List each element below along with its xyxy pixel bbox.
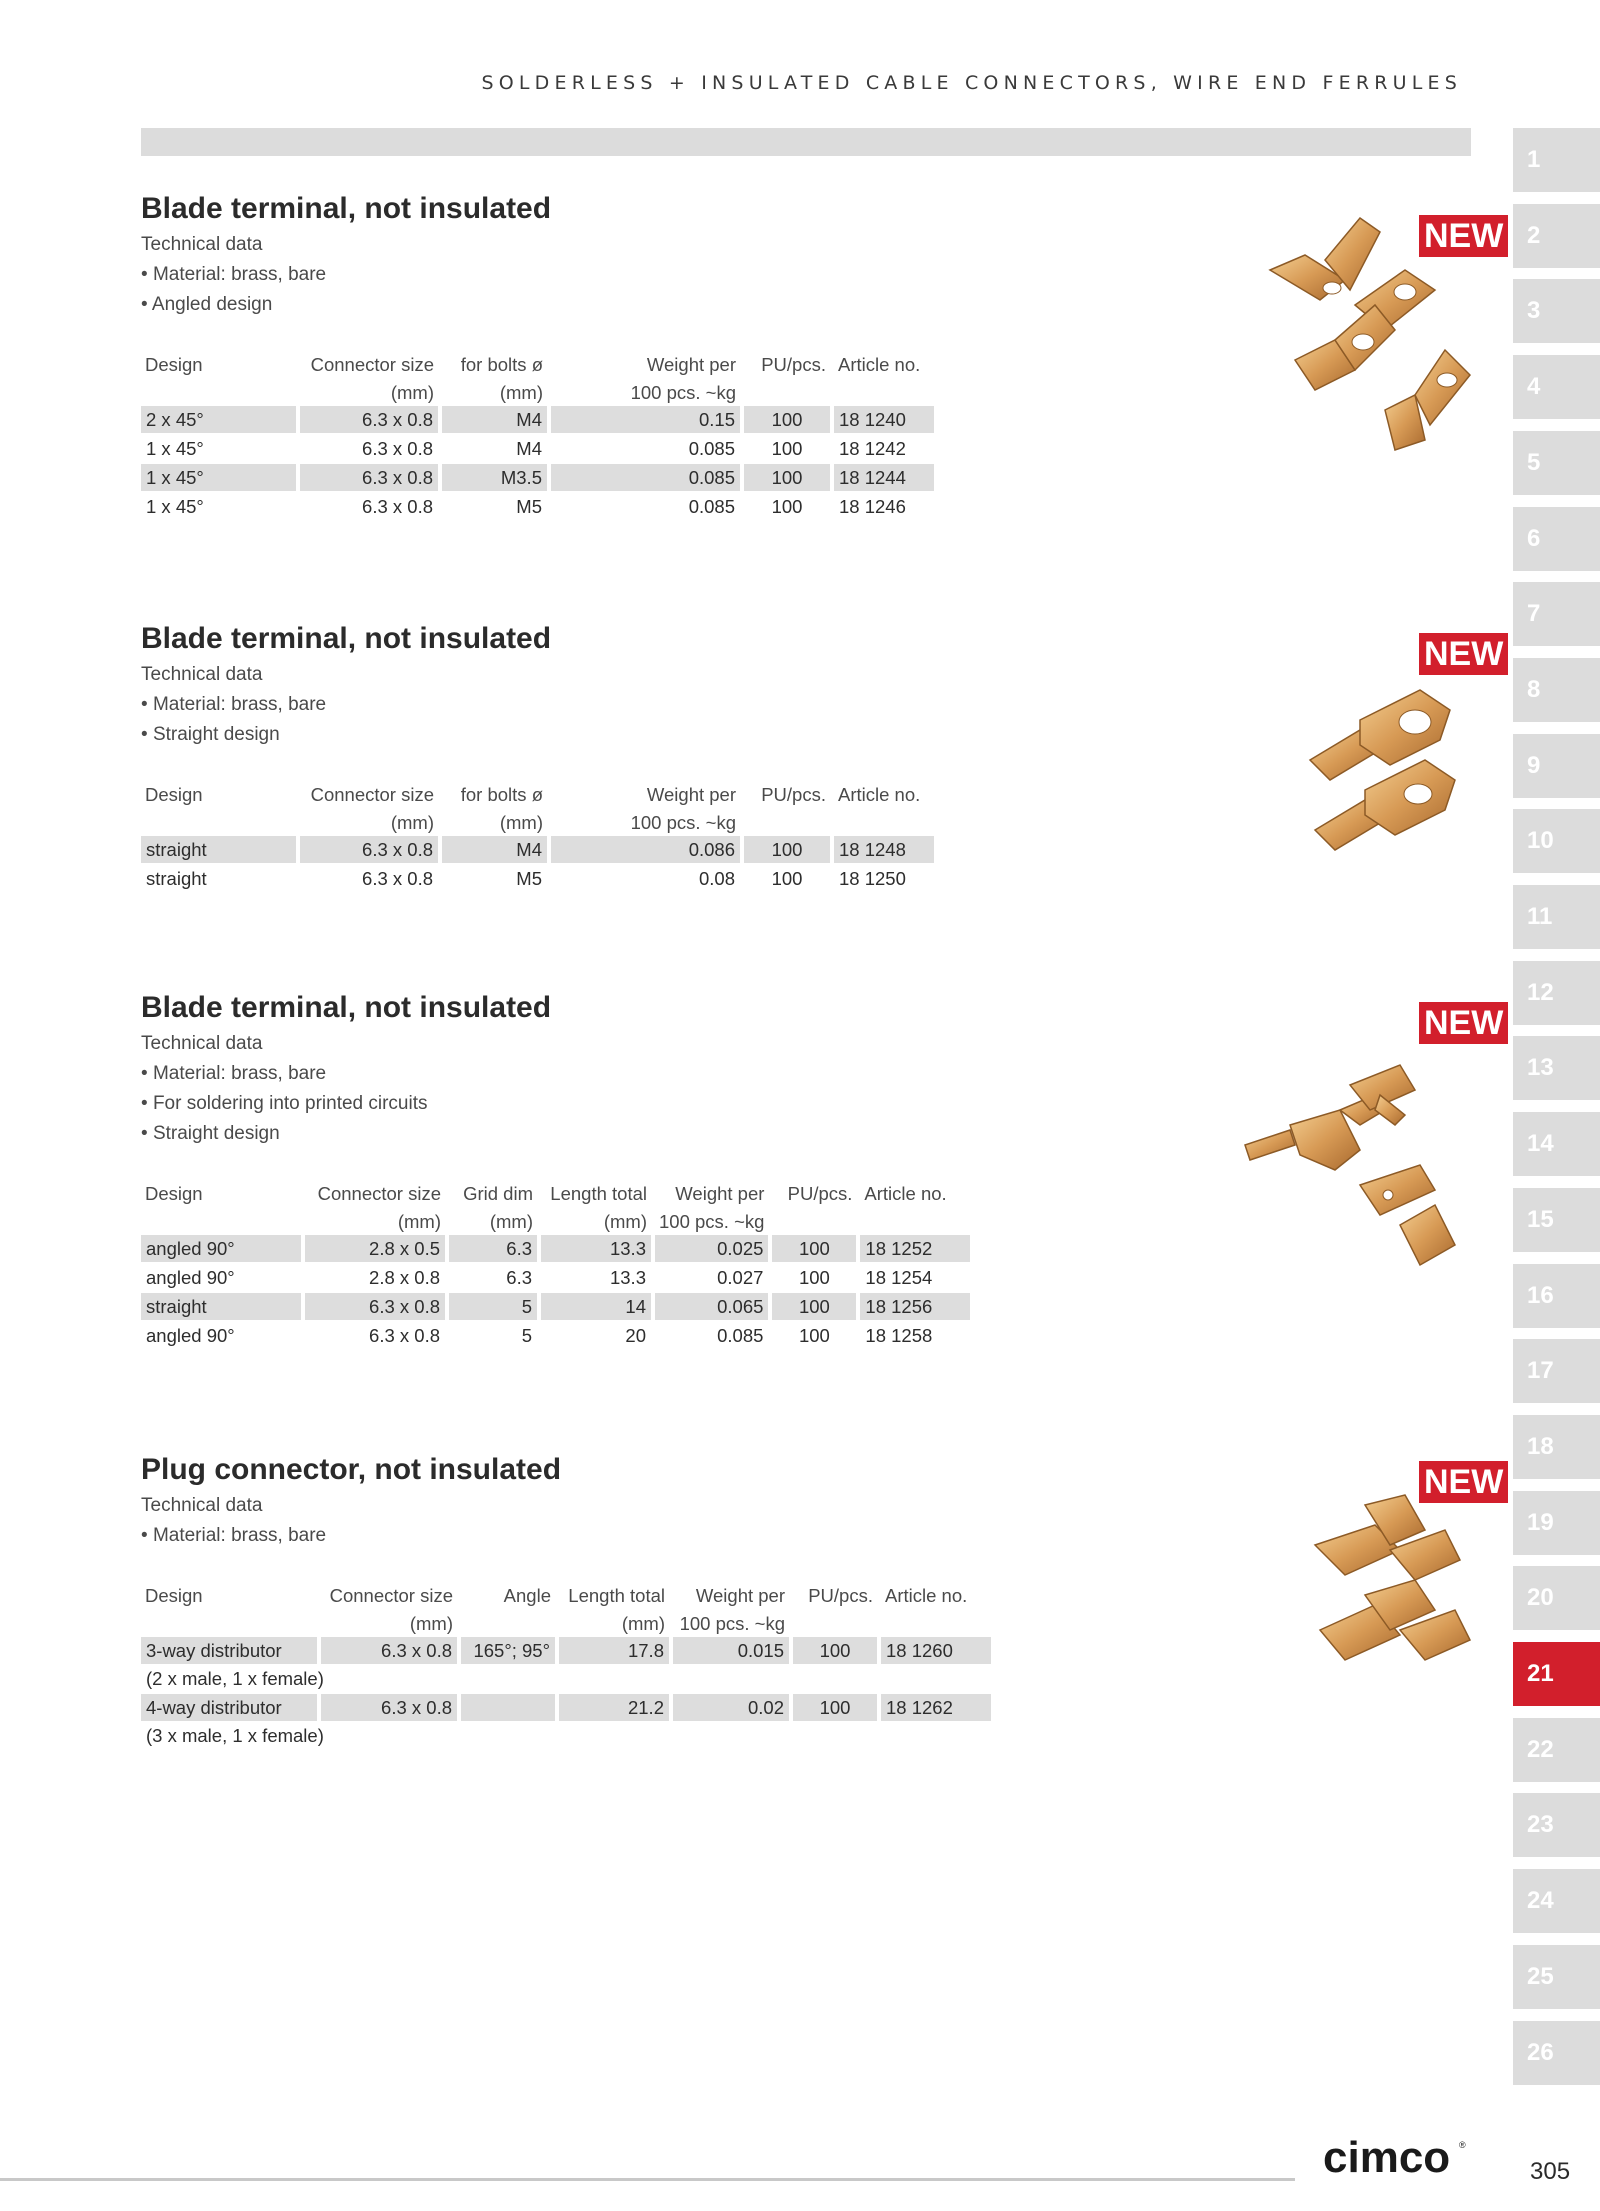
svg-text:®: ®	[1459, 2140, 1466, 2150]
cell-length: 21.2	[559, 1694, 669, 1721]
col-header: Connector size	[310, 784, 434, 805]
cell-weight: 0.085	[688, 437, 735, 459]
chapter-tab-22[interactable]: 22	[1513, 1718, 1600, 1782]
section-subtitle: Technical data	[141, 664, 263, 685]
col-header: Connector size	[310, 354, 434, 375]
col-unit: (mm)	[397, 1211, 441, 1232]
col-unit: 100 pcs. ~kg	[679, 1613, 785, 1634]
cell-pu: 100	[798, 1324, 830, 1346]
cell-design: 1 x 45°	[146, 437, 204, 459]
col-unit: (mm)	[499, 382, 543, 403]
cell-pu: 100	[798, 1266, 830, 1288]
chapter-tab-26[interactable]: 26	[1513, 2021, 1600, 2085]
cell-weight: 0.02	[673, 1694, 789, 1721]
cell-connector-size: 2.8 x 0.5	[305, 1235, 445, 1262]
col-unit: 100 pcs. ~kg	[659, 1211, 765, 1232]
col-unit: 100 pcs. ~kg	[630, 382, 736, 403]
cell-weight: 0.027	[717, 1266, 764, 1288]
cell-design-note: (2 x male, 1 x female)	[146, 1668, 324, 1689]
chapter-tab-9[interactable]: 9	[1513, 734, 1600, 798]
brand-text: cimco	[1323, 2133, 1451, 2182]
cell-pu: 100	[744, 406, 830, 433]
cell-pu: 100	[771, 867, 803, 889]
table-row	[141, 1264, 970, 1291]
cell-design: 1 x 45°	[146, 495, 204, 517]
col-header: Article no.	[885, 1585, 968, 1606]
cell-pu: 100	[771, 437, 803, 459]
col-header: for bolts ø	[460, 784, 543, 805]
col-header: PU/pcs.	[761, 784, 826, 805]
cell-article-no: 18 1262	[881, 1694, 991, 1721]
chapter-tab-1[interactable]: 1	[1513, 128, 1600, 192]
cell-pu: 100	[772, 1235, 856, 1262]
chapter-tab-11[interactable]: 11	[1513, 885, 1600, 949]
product-image-pcb-terminals	[1240, 1055, 1470, 1270]
cell-grid-dim: 5	[449, 1293, 537, 1320]
table-row-note	[141, 1723, 991, 1749]
header-bar	[141, 128, 1471, 156]
cell-connector-size: 6.3 x 0.8	[321, 1694, 457, 1721]
cell-article-no: 18 1242	[839, 437, 906, 459]
cell-angle: 165°; 95°	[461, 1637, 555, 1664]
table-row	[141, 1694, 991, 1721]
bullet: • Material: brass, bare	[141, 690, 1121, 720]
cell-connector-size: 2.8 x 0.8	[369, 1266, 440, 1288]
col-header: Length total	[568, 1585, 665, 1606]
cell-bolts: M3.5	[442, 464, 547, 491]
chapter-tab-5[interactable]: 5	[1513, 431, 1600, 495]
new-badge: NEW	[1419, 1002, 1508, 1044]
col-header: PU/pcs.	[761, 354, 826, 375]
cell-bolts: M5	[516, 867, 542, 889]
cell-weight: 0.086	[551, 836, 740, 863]
bullet: • Straight design	[141, 720, 1121, 750]
chapter-tab-10[interactable]: 10	[1513, 809, 1600, 873]
col-header: Length total	[550, 1183, 647, 1204]
col-header: Connector size	[317, 1183, 441, 1204]
cell-connector-size: 6.3 x 0.8	[300, 464, 438, 491]
spec-table	[137, 778, 938, 894]
cell-grid-dim: 6.3	[506, 1266, 532, 1288]
page-header-title: SOLDERLESS + INSULATED CABLE CONNECTORS, WIRE END FERRULES	[481, 72, 1462, 94]
bullet: • Material: brass, bare	[141, 260, 1121, 290]
col-header: Connector size	[329, 1585, 453, 1606]
cell-article-no: 18 1244	[834, 464, 934, 491]
cell-article-no: 18 1248	[834, 836, 934, 863]
col-unit: (mm)	[621, 1613, 665, 1634]
chapter-tab-4[interactable]: 4	[1513, 355, 1600, 419]
chapter-tab-16[interactable]: 16	[1513, 1264, 1600, 1328]
col-unit: (mm)	[499, 812, 543, 833]
col-header: Angle	[503, 1585, 551, 1606]
section-title: Blade terminal, not insulated	[141, 192, 552, 225]
cimco-logo	[1323, 2132, 1473, 2182]
cell-article-no: 18 1256	[860, 1293, 970, 1320]
cell-length: 14	[541, 1293, 651, 1320]
col-header: Design	[145, 1585, 203, 1606]
col-header: Design	[145, 1183, 203, 1204]
bullet: • Material: brass, bare	[141, 1521, 1121, 1551]
chapter-tab-23[interactable]: 23	[1513, 1793, 1600, 1857]
new-badge: NEW	[1419, 1461, 1508, 1503]
col-unit: 100 pcs. ~kg	[630, 812, 736, 833]
table-row	[141, 1637, 991, 1664]
cell-weight: 0.15	[551, 406, 740, 433]
cell-connector-size: 6.3 x 0.8	[321, 1637, 457, 1664]
col-header: PU/pcs.	[787, 1183, 853, 1204]
cell-article-no: 18 1254	[865, 1266, 933, 1288]
col-header: Weight per	[695, 1585, 785, 1606]
col-unit: (mm)	[390, 382, 434, 403]
chapter-tab-24[interactable]: 24	[1513, 1869, 1600, 1933]
chapter-tab-17[interactable]: 17	[1513, 1339, 1600, 1403]
new-badge: NEW	[1419, 215, 1508, 257]
chapter-tab-18[interactable]: 18	[1513, 1415, 1600, 1479]
spec-table	[137, 1579, 995, 1751]
new-badge: NEW	[1419, 633, 1508, 675]
cell-connector-size: 6.3 x 0.8	[300, 406, 438, 433]
col-unit: (mm)	[489, 1211, 533, 1232]
section-subtitle: Technical data	[141, 1495, 263, 1516]
table-row	[141, 493, 934, 520]
chapter-tab-15[interactable]: 15	[1513, 1188, 1600, 1252]
col-header: Weight per	[675, 1183, 765, 1204]
cell-article-no: 18 1240	[834, 406, 934, 433]
cell-connector-size: 6.3 x 0.8	[369, 1324, 440, 1346]
section-straight-blade-terminal	[141, 620, 1121, 894]
chapter-tab-19[interactable]: 19	[1513, 1491, 1600, 1555]
cell-design: angled 90°	[146, 1324, 235, 1346]
cell-weight: 0.08	[698, 867, 735, 889]
cell-bolts: M5	[516, 495, 542, 517]
product-image-straight-terminals	[1300, 680, 1500, 870]
cell-design-note: (3 x male, 1 x female)	[146, 1725, 324, 1746]
col-header: Weight per	[646, 784, 736, 805]
cell-pu: 100	[744, 836, 830, 863]
cell-weight: 0.085	[688, 495, 735, 517]
cell-connector-size: 6.3 x 0.8	[362, 495, 433, 517]
section-pcb-blade-terminal	[141, 989, 1121, 1351]
cell-design: straight	[141, 836, 296, 863]
cell-pu: 100	[793, 1637, 877, 1664]
cell-weight: 0.015	[673, 1637, 789, 1664]
cell-grid-dim: 6.3	[449, 1235, 537, 1262]
cell-design: straight	[146, 867, 207, 889]
table-row	[141, 1235, 970, 1262]
cell-bolts: M4	[442, 406, 547, 433]
cell-length: 20	[625, 1324, 646, 1346]
bullet: • Angled design	[141, 290, 1121, 320]
section-title: Plug connector, not insulated	[141, 1453, 562, 1486]
cell-weight: 0.025	[655, 1235, 768, 1262]
cell-article-no: 18 1260	[881, 1637, 991, 1664]
cell-connector-size: 6.3 x 0.8	[300, 836, 438, 863]
col-header: PU/pcs.	[808, 1585, 873, 1606]
col-header: Design	[145, 784, 203, 805]
cell-length: 13.3	[609, 1266, 646, 1288]
chapter-tab-7[interactable]: 7	[1513, 582, 1600, 646]
col-header: Article no.	[838, 784, 921, 805]
cell-pu: 100	[772, 1293, 856, 1320]
cell-weight: 0.085	[551, 464, 740, 491]
table-row	[141, 435, 934, 462]
cell-pu: 100	[744, 464, 830, 491]
section-subtitle: Technical data	[141, 234, 263, 255]
cell-pu: 100	[771, 495, 803, 517]
section-title: Blade terminal, not insulated	[141, 622, 552, 655]
cell-weight: 0.065	[655, 1293, 768, 1320]
table-row	[141, 836, 934, 863]
cell-weight: 0.085	[717, 1324, 764, 1346]
table-row	[141, 1293, 970, 1320]
cell-length: 13.3	[541, 1235, 651, 1262]
cell-article-no: 18 1250	[839, 867, 906, 889]
chapter-tab-14[interactable]: 14	[1513, 1112, 1600, 1176]
cell-bolts: M4	[516, 437, 542, 459]
table-row	[141, 464, 934, 491]
section-title: Blade terminal, not insulated	[141, 991, 552, 1024]
chapter-tab-3[interactable]: 3	[1513, 279, 1600, 343]
col-header: Grid dim	[463, 1183, 533, 1204]
chapter-tab-21[interactable]: 21	[1513, 1642, 1600, 1706]
cell-angle	[461, 1694, 555, 1721]
cell-article-no: 18 1258	[865, 1324, 933, 1346]
bullet: • Material: brass, bare	[141, 1059, 1121, 1089]
chapter-tab-6[interactable]: 6	[1513, 507, 1600, 571]
cell-connector-size: 6.3 x 0.8	[362, 437, 433, 459]
chapter-tab-8[interactable]: 8	[1513, 658, 1600, 722]
cell-article-no: 18 1252	[860, 1235, 970, 1262]
section-plug-connector	[141, 1451, 1121, 1751]
col-header: Design	[145, 354, 203, 375]
cell-design: 1 x 45°	[141, 464, 296, 491]
col-unit: (mm)	[409, 1613, 453, 1634]
footer-line	[0, 2178, 1295, 2181]
bullet: • For soldering into printed circuits	[141, 1089, 1121, 1119]
chapter-tab-2[interactable]: 2	[1513, 204, 1600, 268]
page-number: 305	[1530, 2158, 1571, 2185]
table-row	[141, 1322, 970, 1349]
chapter-tab-20[interactable]: 20	[1513, 1566, 1600, 1630]
spec-table	[137, 1177, 974, 1351]
product-image-plug-connectors	[1305, 1490, 1485, 1680]
chapter-tab-25[interactable]: 25	[1513, 1945, 1600, 2009]
table-row	[141, 865, 934, 892]
cell-design: 3-way distributor	[141, 1637, 317, 1664]
cell-article-no: 18 1246	[839, 495, 906, 517]
spec-table	[137, 348, 938, 522]
cell-pu: 100	[793, 1694, 877, 1721]
col-unit: (mm)	[603, 1211, 647, 1232]
col-header: Weight per	[646, 354, 736, 375]
cell-connector-size: 6.3 x 0.8	[305, 1293, 445, 1320]
cell-design: angled 90°	[146, 1266, 235, 1288]
col-unit: (mm)	[390, 812, 434, 833]
col-header: Article no.	[864, 1183, 947, 1204]
table-row	[141, 406, 934, 433]
bullet: • Straight design	[141, 1119, 1121, 1149]
cell-design: angled 90°	[141, 1235, 301, 1262]
section-subtitle: Technical data	[141, 1033, 263, 1054]
cell-connector-size: 6.3 x 0.8	[362, 867, 433, 889]
cell-length: 17.8	[559, 1637, 669, 1664]
cell-design: straight	[141, 1293, 301, 1320]
table-row-note	[141, 1666, 991, 1692]
chapter-tab-13[interactable]: 13	[1513, 1036, 1600, 1100]
cell-design: 2 x 45°	[141, 406, 296, 433]
col-header: for bolts ø	[460, 354, 543, 375]
cell-grid-dim: 5	[521, 1324, 532, 1346]
section-angled-blade-terminal	[141, 190, 1121, 522]
cell-design: 4-way distributor	[141, 1694, 317, 1721]
col-header: Article no.	[838, 354, 921, 375]
cell-bolts: M4	[442, 836, 547, 863]
chapter-tab-12[interactable]: 12	[1513, 961, 1600, 1025]
